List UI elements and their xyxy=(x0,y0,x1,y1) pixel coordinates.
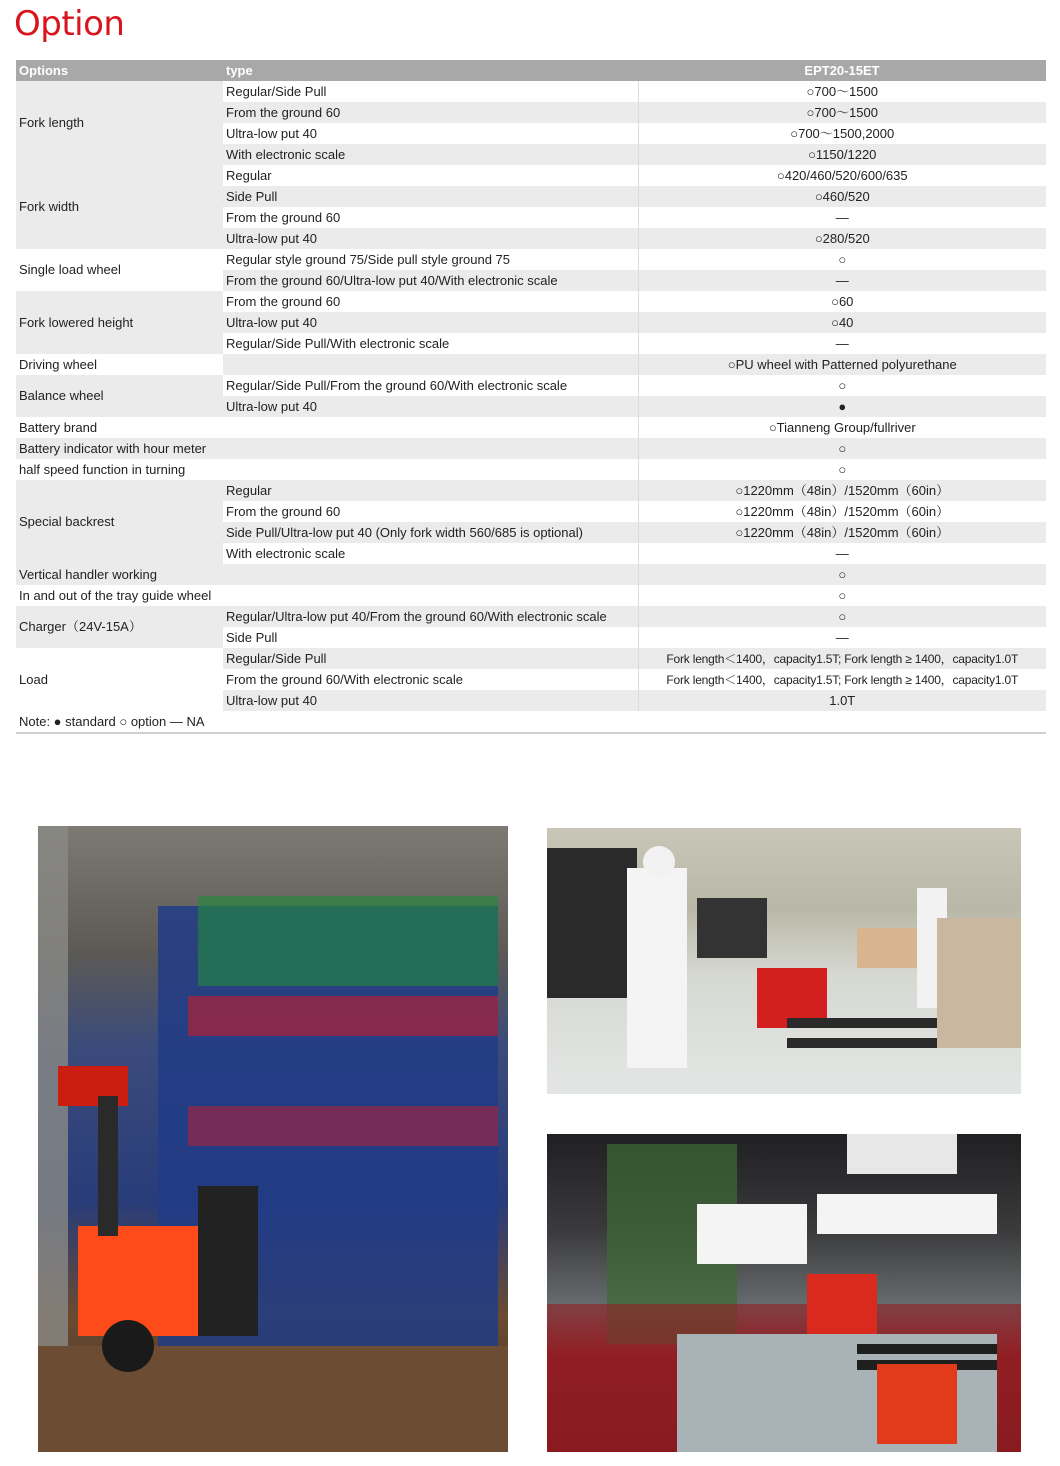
table-row xyxy=(16,417,1046,438)
value-cell: ○ xyxy=(638,375,1046,396)
options-table xyxy=(16,60,1046,734)
table-row xyxy=(16,564,1046,585)
value-cell: ○700～1500 xyxy=(638,102,1046,123)
option-label: Battery brand xyxy=(16,417,223,438)
type-cell: With electronic scale xyxy=(223,543,638,564)
type-cell: From the ground 60 xyxy=(223,207,638,228)
value-cell: ○ xyxy=(638,564,1046,585)
value-cell: ○ xyxy=(638,606,1046,627)
type-cell: Regular/Ultra-low put 40/From the ground 60/With electronic scale xyxy=(223,606,638,627)
type-cell: From the ground 60/With electronic scale xyxy=(223,669,638,690)
type-cell: Regular/Side Pull xyxy=(223,648,638,669)
pallet-truck-illustration xyxy=(38,826,508,1452)
value-cell: ○ xyxy=(638,438,1046,459)
type-cell: Ultra-low put 40 xyxy=(223,690,638,711)
type-cell: Side Pull xyxy=(223,186,638,207)
table-row xyxy=(16,165,1046,186)
table-header-row xyxy=(16,60,1046,81)
table-row xyxy=(16,606,1046,627)
value-cell: — xyxy=(638,333,1046,354)
type-cell: Regular/Side Pull xyxy=(223,81,638,102)
header-options: Options xyxy=(16,60,223,81)
value-cell: Fork length＜1400，capacity1.5T; Fork length ≥ 1400，capacity1.0T xyxy=(638,669,1046,690)
type-cell: Ultra-low put 40 xyxy=(223,228,638,249)
value-cell: ○40 xyxy=(638,312,1046,333)
header-type: type xyxy=(223,60,638,81)
option-label: Special backrest xyxy=(16,480,223,564)
value-cell: Fork length＜1400，capacity1.5T; Fork length ≥ 1400，capacity1.0T xyxy=(638,648,1046,669)
table-row xyxy=(16,81,1046,102)
option-label: Balance wheel xyxy=(16,375,223,417)
value-cell: ○ xyxy=(638,585,1046,606)
type-cell: Side Pull xyxy=(223,627,638,648)
value-cell: ○1220mm（48in）/1520mm（60in） xyxy=(638,480,1046,501)
option-label: Charger（24V-15A） xyxy=(16,606,223,648)
warehouse-scene-illustration xyxy=(547,828,1021,1094)
value-cell: ○1220mm（48in）/1520mm（60in） xyxy=(638,501,1046,522)
type-cell: From the ground 60 xyxy=(223,102,638,123)
header-model: EPT20-15ET xyxy=(638,60,1046,81)
value-cell: — xyxy=(638,270,1046,291)
type-cell: Regular xyxy=(223,480,638,501)
option-label: half speed function in turning xyxy=(16,459,223,480)
page-title: Option xyxy=(14,4,125,44)
value-cell: ○PU wheel with Patterned polyurethane xyxy=(638,354,1046,375)
value-cell: ○ xyxy=(638,249,1046,270)
type-cell xyxy=(223,459,638,480)
option-label: Driving wheel xyxy=(16,354,223,375)
type-cell: Ultra-low put 40 xyxy=(223,396,638,417)
type-cell xyxy=(223,585,638,606)
legend-note: Note: ● standard ○ option — NA xyxy=(16,711,1046,733)
option-label: Fork length xyxy=(16,81,223,165)
option-label: Fork width xyxy=(16,165,223,249)
value-cell: ○1150/1220 xyxy=(638,144,1046,165)
value-cell: 1.0T xyxy=(638,690,1046,711)
value-cell: ○Tianneng Group/fullriver xyxy=(638,417,1046,438)
type-cell: With electronic scale xyxy=(223,144,638,165)
type-cell xyxy=(223,564,638,585)
option-label: Single load wheel xyxy=(16,249,223,291)
showroom-photo xyxy=(547,1134,1021,1452)
option-label: In and out of the tray guide wheel xyxy=(16,585,223,606)
value-cell: ○460/520 xyxy=(638,186,1046,207)
value-cell: ○700～1500,2000 xyxy=(638,123,1046,144)
value-cell: ○ xyxy=(638,459,1046,480)
value-cell: ● xyxy=(638,396,1046,417)
table-row xyxy=(16,648,1046,669)
type-cell: Ultra-low put 40 xyxy=(223,312,638,333)
type-cell: From the ground 60 xyxy=(223,291,638,312)
value-cell: ○1220mm（48in）/1520mm（60in） xyxy=(638,522,1046,543)
table-row xyxy=(16,291,1046,312)
type-cell xyxy=(223,417,638,438)
pallet-truck-photo-trailer xyxy=(38,826,508,1452)
value-cell: — xyxy=(638,627,1046,648)
value-cell: — xyxy=(638,543,1046,564)
showroom-illustration xyxy=(547,1134,1021,1452)
type-cell: Regular xyxy=(223,165,638,186)
type-cell xyxy=(223,354,638,375)
table-row xyxy=(16,438,1046,459)
table-row xyxy=(16,459,1046,480)
option-label: Battery indicator with hour meter xyxy=(16,438,223,459)
type-cell: Regular/Side Pull/With electronic scale xyxy=(223,333,638,354)
value-cell: ○280/520 xyxy=(638,228,1046,249)
table-row xyxy=(16,375,1046,396)
warehouse-workers-photo xyxy=(547,828,1021,1094)
table-row xyxy=(16,354,1046,375)
type-cell xyxy=(223,438,638,459)
option-label: Fork lowered height xyxy=(16,291,223,354)
table-note-row xyxy=(16,711,1046,733)
value-cell: ○60 xyxy=(638,291,1046,312)
type-cell: Ultra-low put 40 xyxy=(223,123,638,144)
option-label: Load xyxy=(16,648,223,711)
type-cell: Regular/Side Pull/From the ground 60/With electronic scale xyxy=(223,375,638,396)
value-cell: ○420/460/520/600/635 xyxy=(638,165,1046,186)
type-cell: From the ground 60 xyxy=(223,501,638,522)
type-cell: From the ground 60/Ultra-low put 40/With electronic scale xyxy=(223,270,638,291)
type-cell: Regular style ground 75/Side pull style ground 75 xyxy=(223,249,638,270)
table-row xyxy=(16,585,1046,606)
value-cell: ○700～1500 xyxy=(638,81,1046,102)
type-cell: Side Pull/Ultra-low put 40 (Only fork width 560/685 is optional) xyxy=(223,522,638,543)
option-label: Vertical handler working xyxy=(16,564,223,585)
value-cell: — xyxy=(638,207,1046,228)
table-row xyxy=(16,249,1046,270)
table-row xyxy=(16,480,1046,501)
